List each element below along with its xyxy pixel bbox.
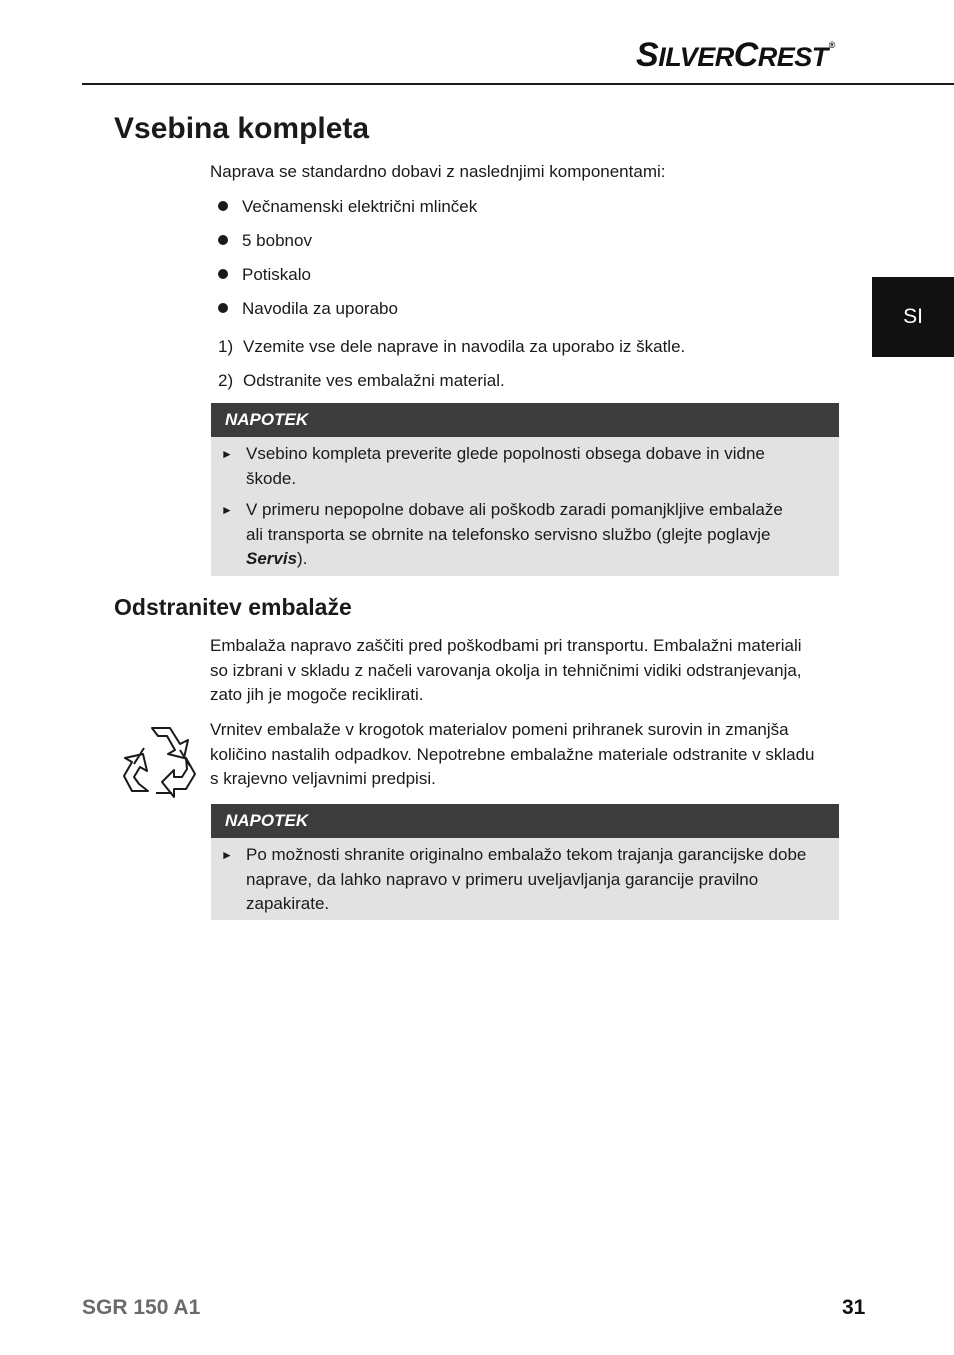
chapter-reference: Servis — [246, 549, 298, 568]
language-tab: SI — [872, 277, 954, 357]
bullet-dot — [218, 303, 228, 313]
bullet-dot — [218, 269, 228, 279]
arrow-right-icon: ► — [221, 848, 233, 862]
note-heading: NAPOTEK — [211, 804, 839, 838]
recycling-paragraph: Vrnitev embalaže v krogotok materialov pomeni prihranek surovin in zmanjša količino nastalih odpadkov. Nepotrebne embalažne materiale odstranite v skladu s krajevno veljavnimi predpisi. — [210, 720, 815, 788]
step-item: 2) Odstranite ves embalažni material. — [218, 371, 505, 390]
note-box — [211, 804, 839, 920]
model-number: SGR 150 A1 — [82, 1296, 201, 1319]
bullet-dot — [218, 235, 228, 245]
step-item: 1) Vzemite vse dele naprave in navodila za uporabo iz škatle. — [218, 337, 686, 356]
note-box — [211, 403, 839, 576]
note-heading: NAPOTEK — [211, 403, 839, 437]
list-item: Potiskalo — [218, 263, 311, 287]
list-item: 5 bobnov — [218, 229, 312, 253]
page-number: 31 — [842, 1296, 866, 1319]
packaging-paragraph: Embalaža napravo zaščiti pred poškodbami pri transportu. Embalažni materiali so izbrani v skladu z načeli varovanja okolja in tehničnimi vidiki odstranjevanja, zato jih je mogoče reciklirati. — [210, 636, 802, 704]
note-item: ► Vsebino kompleta preverite glede popolnosti obsega dobave in vidne škode. — [221, 444, 765, 488]
contents-intro: Naprava se standardno dobavi z naslednjimi komponentami: — [210, 162, 666, 181]
note-item: ► V primeru nepopolne dobave ali poškodb zaradi pomanjkljive embalaže ali transporta se obrnite na telefonsko servisno službo (glejte poglavje Servis). — [221, 500, 783, 568]
list-item: Večnamenski električni mlinček — [218, 195, 477, 219]
bullet-dot — [218, 201, 228, 211]
arrow-right-icon: ► — [221, 447, 233, 461]
section-title-contents: Vsebina kompleta — [114, 112, 370, 145]
note-item: ► Po možnosti shranite originalno embalažo tekom trajanja garancijske dobe naprave, da lahko napravo v primeru uveljavljanja garancije pravilno zapakirate. — [221, 845, 807, 913]
recycle-icon — [122, 720, 204, 800]
header-rule — [82, 83, 954, 85]
brand-logo: SILVERCREST® — [636, 36, 835, 74]
section-title-packaging: Odstranitev embalaže — [114, 594, 352, 620]
list-item: Navodila za uporabo — [218, 297, 398, 321]
arrow-right-icon: ► — [221, 503, 233, 517]
